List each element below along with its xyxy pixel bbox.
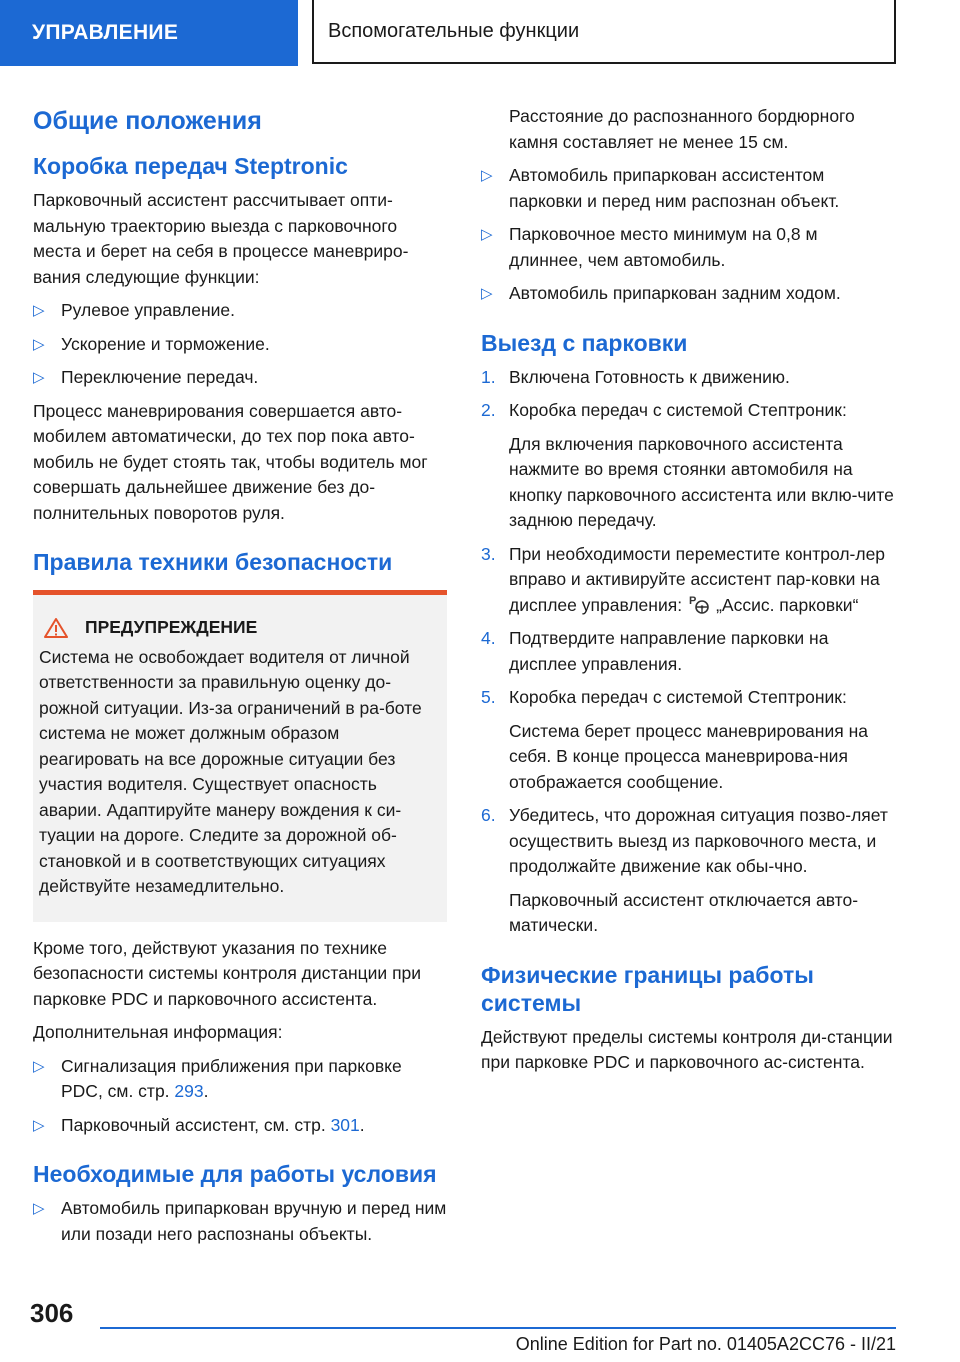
step-item: 5. Коробка передач с системой Стептроник: Система берет процесс маневрирования на себя. В конце процесса маневрирова-ния отображается сообщение.	[481, 687, 868, 792]
step-item: 3. При необходимости переместите контрол-лер вправо и активируйте ассистент пар-ковки на дисплее управления: P „Ассис. парковки“	[481, 543, 886, 615]
list-item: ▷ Парковочный ассистент, см. стр. 301.	[33, 1113, 447, 1139]
step-item: 2. Коробка передач с системой Стептроник: Для включения парковочного ассистента нажмите во время стоянки автомобиля на кнопку парковочного ассистента или вклю-чите заднюю передачу.	[481, 400, 894, 530]
list-item: ▷ Рулевое управление.	[33, 298, 447, 324]
list-item: ▷ Автомобиль припаркован задним ходом.	[481, 281, 895, 307]
heading-general: Общие положения	[33, 107, 262, 135]
conditions-list	[33, 1196, 447, 1247]
edition-info: Online Edition for Part no. 01405A2CC76 - II/21	[515, 1334, 896, 1354]
section-tab: УПРАВЛЕНИЕ	[0, 0, 298, 66]
heading-conditions: Необходимые для работы условия	[33, 1161, 437, 1187]
heading-limits: Физические границы работы системы	[481, 961, 814, 1016]
warning-text: Система не освобождает водителя от личной ответственности за правильную оценку до-рожной ситуации. Из-за ограничений в ра-боте система не может должным образом реагировать на все дорожные ситуации без участия водителя. Существует опасность аварии. Адаптируйте манеру вождения к си-туации на дороге. Следите за дорожной об-становкой и в соответствующих ситуациях действуйте незамедлительно.	[39, 646, 422, 896]
list-item: ▷ Сигнализация приближения при парковке PDC, см. стр. 293.	[33, 1055, 402, 1101]
triangle-bullet-icon: ▷	[33, 369, 45, 386]
heading-safety: Правила техники безопасности	[33, 549, 393, 575]
conditions-list-continued	[481, 163, 895, 307]
triangle-bullet-icon: ▷	[33, 335, 45, 353]
list-item: ▷ Автомобиль припаркован вручную и перед ним или позади него распознаны объекты.	[33, 1198, 447, 1244]
exit-steps	[481, 365, 895, 939]
heading-exit: Выезд с парковки	[481, 329, 688, 356]
step-item: 6. Убедитесь, что дорожная ситуация позво-ляет осуществить выезд из парковочного места, и продолжайте движение как обы-чно. Парковочный ассистент отключается авто-матически.	[481, 805, 888, 935]
page-number: 306	[30, 1298, 74, 1328]
list-item: ▷ Парковочное место минимум на 0,8 м длиннее, чем автомобиль.	[481, 224, 818, 270]
step-item: 1. Включена Готовность к движению.	[481, 366, 790, 387]
limits-text: Действуют пределы системы контроля ди-станции при парковке PDC и парковочного ас-систента.	[481, 1026, 893, 1072]
warning-box	[33, 590, 447, 922]
page-link-301[interactable]: 301	[330, 1114, 360, 1135]
chapter-title: Вспомогательные функции	[312, 0, 896, 64]
footer-divider	[100, 1327, 896, 1329]
triangle-bullet-icon: ▷	[33, 1057, 45, 1075]
page-link-293[interactable]: 293	[174, 1081, 204, 1101]
triangle-bullet-icon: ▷	[481, 167, 493, 184]
condition-continued: Расстояние до распознанного бордюрного камня составляет не менее 15 см.	[509, 106, 855, 152]
triangle-bullet-icon: ▷	[33, 302, 45, 319]
svg-text:P: P	[689, 594, 697, 607]
list-item: ▷ Автомобиль припаркован ассистентом парковки и перед ним распознан объект.	[481, 165, 840, 211]
process-text: Процесс маневрирования совершается авто-мобилем автоматически, до тех пор пока авто-мобиль не будет стоять так, чтобы водитель мог совершать дальнейшее движение без до-полнительных поворотов руля.	[33, 400, 428, 523]
more-info-label: Дополнительная информация:	[33, 1022, 283, 1042]
list-item: ▷ Ускорение и торможение.	[33, 332, 447, 358]
triangle-bullet-icon: ▷	[481, 226, 493, 243]
step-item: 4. Подтвердите направление парковки на дисплее управления.	[481, 628, 829, 674]
list-item: ▷ Переключение передач.	[33, 365, 447, 391]
functions-list	[33, 298, 447, 391]
intro-text: Парковочный ассистент рассчитывает опти-мальную траекторию выезда с парковочного места и берет на себя в процессе маневриро-вания следующие функции:	[33, 190, 409, 287]
parking-assistant-icon	[688, 593, 710, 615]
safety-text: Кроме того, действуют указания по технике безопасности системы контроля дистанции при парковке PDC и парковочного ассистента.	[33, 937, 422, 1009]
warning-triangle-icon	[43, 617, 69, 639]
info-list	[33, 1054, 447, 1139]
right-column	[481, 104, 895, 1084]
triangle-bullet-icon: ▷	[33, 1200, 45, 1217]
triangle-bullet-icon: ▷	[481, 285, 493, 302]
triangle-bullet-icon: ▷	[33, 1116, 45, 1134]
warning-title: ПРЕДУПРЕЖДЕНИЕ	[85, 617, 258, 637]
heading-steptronic: Коробка передач Steptronic	[33, 153, 348, 179]
left-column	[33, 96, 447, 1255]
